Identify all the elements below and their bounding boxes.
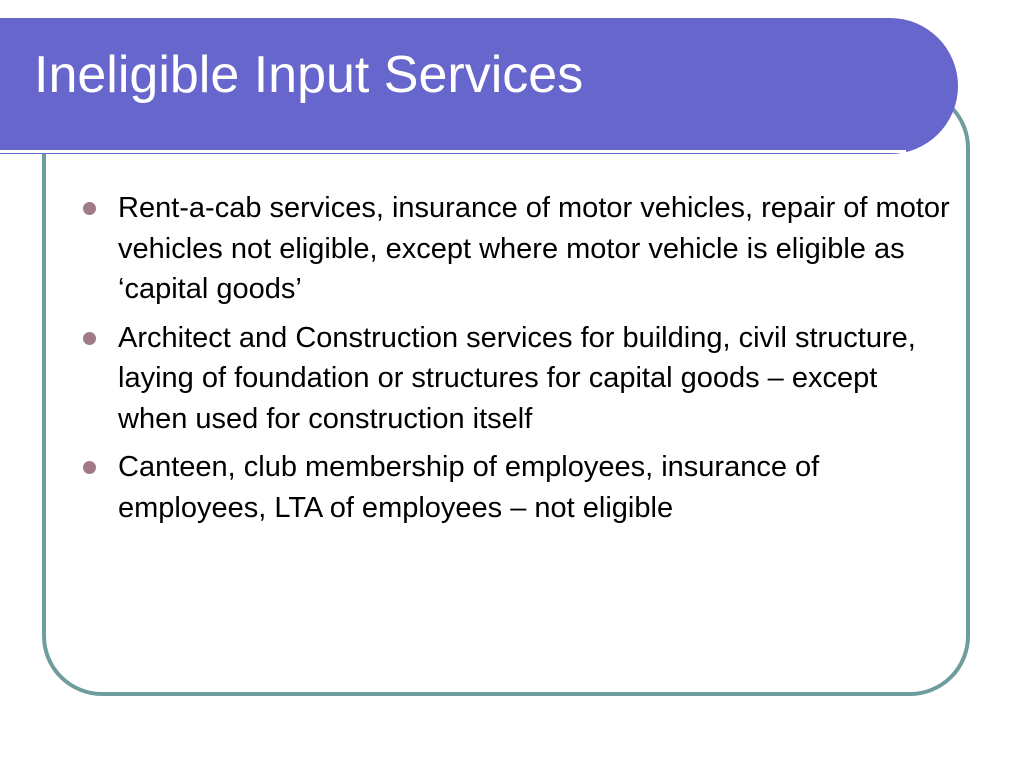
bullet-item bbox=[80, 188, 950, 310]
slide-title: Ineligible Input Services bbox=[34, 46, 584, 104]
bullet-item bbox=[80, 447, 950, 528]
bullet-dot-icon bbox=[83, 461, 96, 474]
bullet-text: Canteen, club membership of employees, insurance of employees, LTA of employees – not eligible bbox=[118, 451, 820, 524]
bullet-item bbox=[80, 318, 950, 440]
bullet-text: Architect and Construction services for building, civil structure, laying of foundation or structures for capital goods – except when used for construction itself bbox=[118, 321, 916, 435]
title-underline bbox=[0, 150, 906, 153]
bullet-list bbox=[80, 188, 950, 536]
bullet-dot-icon bbox=[83, 202, 96, 215]
bullet-dot-icon bbox=[83, 332, 96, 345]
bullet-text: Rent-a-cab services, insurance of motor vehicles, repair of motor vehicles not eligible, except where motor vehicle is eligible as ‘capital goods’ bbox=[118, 192, 950, 305]
